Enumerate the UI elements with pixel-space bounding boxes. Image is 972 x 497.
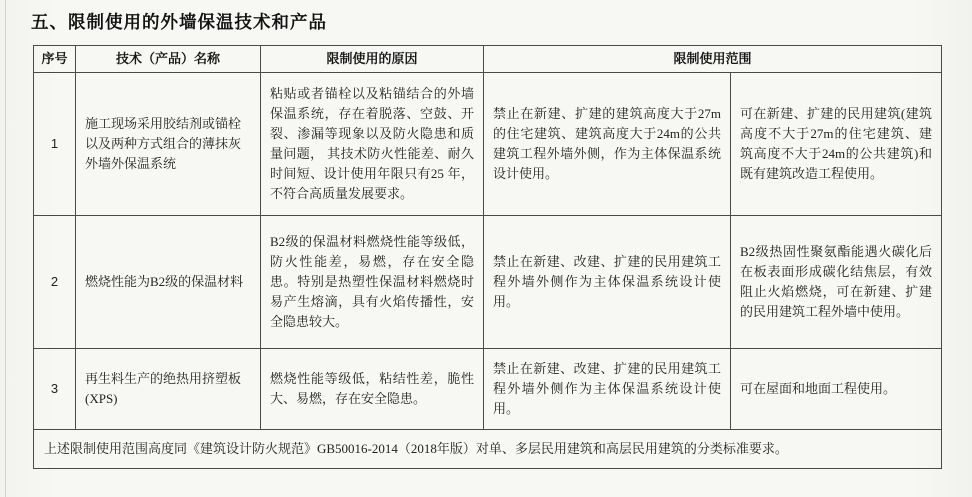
header-reason: 限制使用的原因	[261, 46, 484, 73]
row1-name: 施工现场采用胶结剂或锚栓以及两种方式组合的薄抹灰外墙外保温系统	[76, 73, 261, 216]
row2-name: 燃烧性能为B2级的保温材料	[76, 216, 261, 349]
row1-scope-ban: 禁止在新建、扩建的建筑高度大于27m的住宅建筑、建筑高度大于24m的公共建筑工程外墙外侧，作为主体保温系统设计使用。	[484, 73, 731, 216]
row1-no: 1	[34, 73, 76, 216]
row3-reason: 燃烧性能等级低，粘结性差，脆性大、易燃，存在安全隐患。	[261, 349, 484, 430]
row3-scope-allow: 可在屋面和地面工程使用。	[731, 349, 942, 430]
restriction-table	[33, 45, 942, 469]
row2-reason: B2级的保温材料燃烧性能等级低，防火性能差，易燃，存在安全隐患。特别是热塑性保温材料燃烧时易产生熔滴，具有火焰传播性，安全隐患较大。	[261, 216, 484, 349]
table-row	[34, 216, 942, 349]
table-row	[34, 349, 942, 430]
row3-name: 再生料生产的绝热用挤塑板(XPS)	[76, 349, 261, 430]
table-row	[34, 73, 942, 216]
row2-scope-ban: 禁止在新建、改建、扩建的民用建筑工程外墙外侧作为主体保温系统设计使用。	[484, 216, 731, 349]
row1-scope-allow: 可在新建、扩建的民用建筑(建筑高度不大于27m的住宅建筑、建筑高度不大于24m的公共建筑)和既有建筑改造工程使用。	[731, 73, 942, 216]
row3-scope-ban: 禁止在新建、改建、扩建的民用建筑工程外墙外侧作为主体保温系统设计使用。	[484, 349, 731, 430]
row2-scope-allow: B2级热固性聚氨酯能遇火碳化后在板表面形成碳化结焦层，有效阻止火焰燃烧，可在新建、扩建的民用建筑工程外墙中使用。	[731, 216, 942, 349]
row2-no: 2	[34, 216, 76, 349]
footnote-row	[34, 430, 942, 469]
row1-reason: 粘贴或者锚栓以及粘锚结合的外墙保温系统，存在着脱落、空鼓、开裂、渗漏等现象以及防火隐患和质量问题， 其技术防火性能差、耐久时间短、设计使用年限只有25 年，不符合高质量发展要求。	[261, 73, 484, 216]
table-header-row	[34, 46, 942, 73]
table-footnote: 上述限制使用范围高度同《建筑设计防火规范》GB50016-2014（2018年版）对单、多层民用建筑和高层民用建筑的分类标准要求。	[34, 430, 942, 469]
scan-edge-artifact	[5, 0, 6, 497]
header-scope: 限制使用范围	[484, 46, 942, 73]
header-no: 序号	[34, 46, 76, 73]
header-name: 技术（产品）名称	[76, 46, 261, 73]
row3-no: 3	[34, 349, 76, 430]
page-title: 五、限制使用的外墙保温技术和产品	[31, 12, 327, 32]
